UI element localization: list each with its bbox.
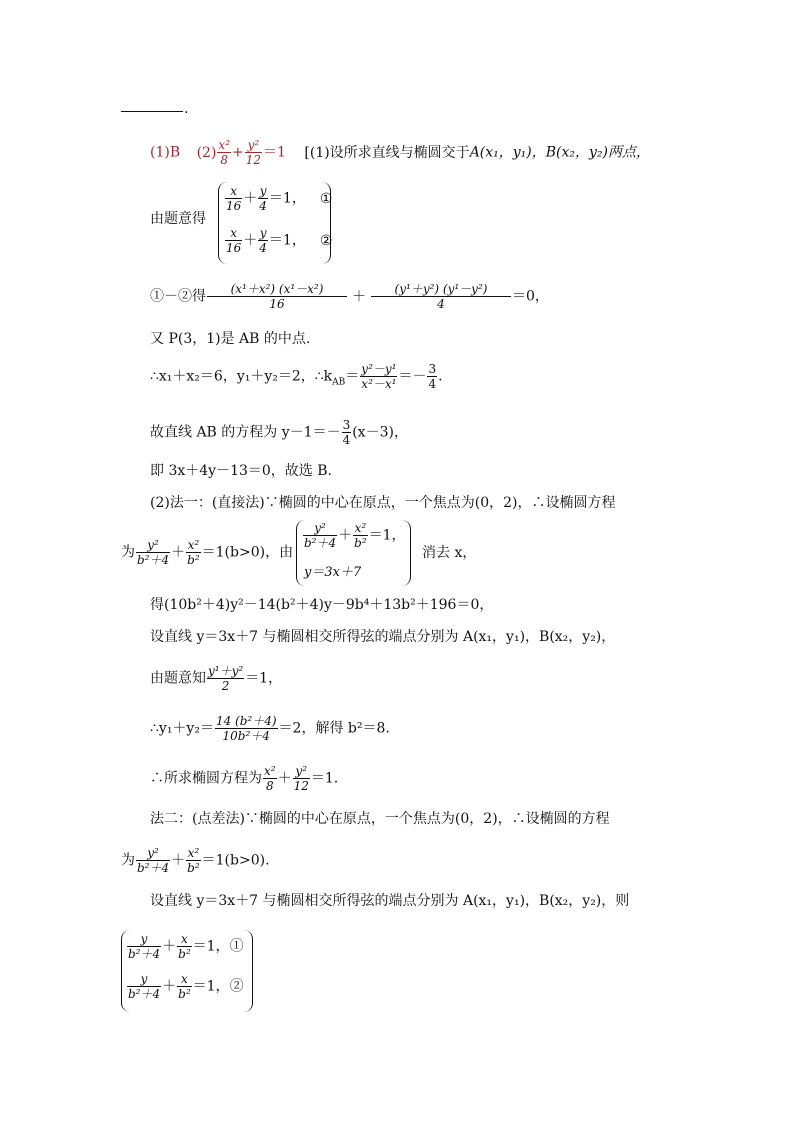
- answer-frac-x: $\frac{\text{x²}}{8}$: [218, 138, 230, 167]
- answer-rhs: ＝1: [263, 144, 286, 161]
- method1-chord: 设直线 y＝3x＋7 与椭圆相交所得弦的端点分别为 A(x₁，y₁)，B(x₂，y₂)，: [150, 629, 616, 645]
- answer-part1: (1)B: [150, 144, 181, 161]
- method2-chord: 设直线 y＝3x＋7 与椭圆相交所得弦的端点分别为 A(x₁，y₁)，B(x₂，y₂)，则: [150, 893, 630, 909]
- method1-system-row1: $\frac{\text{y²}}{\text{b²＋4}}$ ＋ $\frac{\text{x²}}{\text{b²}}$ ＝1，: [304, 521, 406, 550]
- selection-line: 即 3x＋4y－13＝0，故选 B.: [150, 463, 332, 479]
- blank-period: .: [184, 101, 189, 117]
- sum-line: ∴x₁＋x₂＝6，y₁＋y₂＝2，$\therefore k_{AB}=$ $\frac{\text{y²－y¹}}{\text{x²－x¹}}$ ＝－ $\frac{3}{4}$ .: [150, 362, 443, 391]
- method2-system-right-brace: [244, 930, 253, 1012]
- system1-row2: $\frac{x}{16}$ ＋ $\frac{y}{4}$ ＝1， ②: [226, 226, 333, 255]
- answer-part2: (2): [196, 144, 217, 161]
- midpoint-line: 又 P(3，1)是 AB 的中点.: [150, 331, 311, 347]
- subtract-line: ①－②得 $\frac{\text{(x¹＋x²) (x¹－x²)}}{16}$ ＋ $\frac{\text{(y¹＋y²) (y¹－y²)}}{4}$ ＝0，: [150, 282, 549, 311]
- method1-sum: ∴y₁＋y₂＝ $\frac{\text{14 (b²＋4)}}{\text{10b²＋4}}$ ＝2，解得 b²＝8.: [150, 714, 390, 743]
- answer-line: [150, 138, 650, 167]
- answer-lead: [(1)设所求直线与椭圆交于: [304, 144, 470, 161]
- method1-eliminate: 消去 x，: [422, 545, 477, 561]
- method2-intro: 法二：(点差法)∵椭圆的中心在原点，一个焦点为(0，2)，∴设椭圆的方程: [150, 811, 610, 827]
- answer-plus: +: [232, 144, 244, 161]
- answer-blank: [121, 111, 183, 112]
- system1-label: 由题意得: [150, 211, 206, 227]
- method1-system-row2: y＝3x＋7: [304, 565, 362, 580]
- method1-result: ∴所求椭圆方程为 $\frac{\text{x²}}{8}$ ＋ $\frac{\text{y²}}{12}$ ＝1.: [150, 764, 339, 793]
- line-ab-equation: 故直线 AB 的方程为 y－1＝－ $\frac{3}{4}$ (x－3)，: [150, 418, 408, 447]
- method1-derived-equation: 得(10b²＋4)y²－14(b²＋4)y－9b⁴＋13b²＋196＝0，: [150, 597, 494, 613]
- answer-frac-y: $\frac{\text{y²}}{12}$: [245, 138, 262, 167]
- method1-midpoint: 由题意知 $\frac{\text{y¹＋y²}}{2}$ ＝1，: [150, 664, 283, 693]
- method2-setup: 为 $\frac{\text{y²}}{\text{b²＋4}}$ ＋ $\frac{\text{x²}}{\text{b²}}$ ＝1(b>0).: [121, 846, 270, 875]
- method1-setup: 为 $\frac{\text{y²}}{\text{b²＋4}}$ ＋ $\frac{\text{x²}}{\text{b²}}$ ＝1(b>0)，由: [121, 538, 294, 567]
- answer-points: A(x₁，y₁)，B(x₂，y₂)两点，: [469, 144, 650, 161]
- method2-system-row1: $\frac{y}{\text{b²＋4}}$ ＋ $\frac{x}{\text{b²}}$ ＝1，①: [128, 932, 244, 961]
- method2-system-row2: $\frac{y}{\text{b²＋4}}$ ＋ $\frac{x}{\text{b²}}$ ＝1，②: [128, 972, 244, 1001]
- system1-row1: $\frac{x}{16}$ ＋ $\frac{y}{4}$ ＝1， ①: [226, 184, 333, 213]
- method1-intro: (2)法一：(直接法)∵椭圆的中心在原点，一个焦点为(0，2)，∴设椭圆方程: [150, 495, 616, 511]
